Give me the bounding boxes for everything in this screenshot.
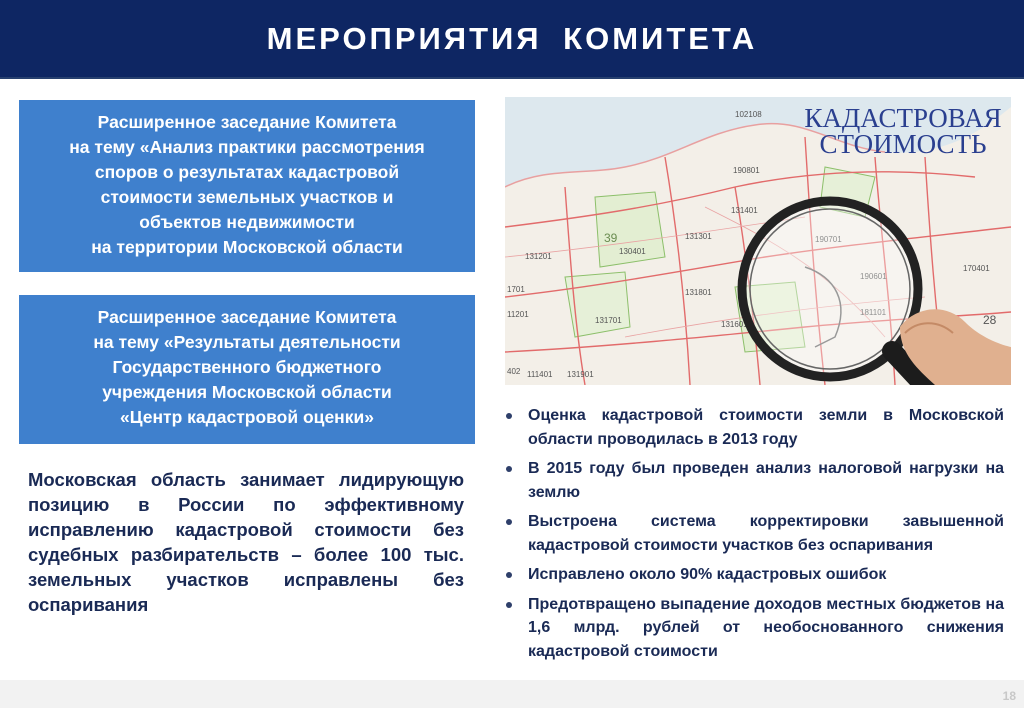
- bullet-text: В 2015 году был проведен анализ налоговой нагрузки на землю: [528, 460, 1004, 501]
- left-paragraph: Московская область занимает лидирующую позицию в России по эффективному исправлению кадастровой стоимости без судебных разбирательств – более 100 тыс. земельных участков исправлены без оспаривания: [28, 469, 464, 615]
- bullet-text: Предотвращено выпадение доходов местных бюджетов на 1,6 млрд. рублей от необоснованного снижения кадастровой стоимости: [528, 595, 1004, 660]
- parcel-label: 190601: [860, 272, 887, 281]
- parcel-label: 190801: [733, 166, 760, 175]
- parcel-label: 131801: [685, 288, 712, 297]
- bullet-item: [506, 510, 1004, 557]
- bullet-icon: [506, 413, 512, 419]
- bullet-icon: [506, 466, 512, 472]
- parcel-label: 131201: [525, 252, 552, 261]
- meeting-box-2: Расширенное заседание Комитета на тему «Результаты деятельности Государственного бюджетного учреждения Московской области «Центр кадастровой оценки»: [19, 295, 475, 444]
- parcel-label: 39: [604, 231, 618, 245]
- parcel-label: 131301: [685, 232, 712, 241]
- meeting-box-1: Расширенное заседание Комитета на тему «Анализ практики рассмотрения споров о результатах кадастровой стоимости земельных участков и объектов недвижимости на территории Московской области: [19, 100, 475, 272]
- bullet-item: [506, 563, 1004, 587]
- parcel-label: 181101: [860, 308, 887, 317]
- parcel-label: 170401: [963, 264, 990, 273]
- parcel-label: 28: [983, 313, 997, 327]
- bullet-item: [506, 593, 1004, 664]
- slide-footer: [0, 680, 1024, 708]
- parcel-label: 1701: [507, 285, 525, 294]
- parcel-label: 190701: [815, 235, 842, 244]
- parcel-label: 111401: [527, 370, 553, 379]
- bullet-text: Исправлено около 90% кадастровых ошибок: [528, 566, 887, 583]
- parcel-label: 11201: [507, 310, 529, 319]
- map-title-line-1: КАДАСТРОВАЯ: [804, 103, 1002, 133]
- parcel-label: 131401: [731, 206, 758, 215]
- parcel-label: 131901: [567, 370, 594, 379]
- bullet-item: [506, 404, 1004, 451]
- parcel-label: 102108: [735, 110, 762, 119]
- bullet-text: Оценка кадастровой стоимости земли в Московской области проводилась в 2013 году: [528, 407, 1004, 448]
- parcel-label: 131601: [721, 320, 748, 329]
- slide-header: [0, 0, 1024, 79]
- page-number: 18: [1002, 689, 1016, 703]
- parcel-label: 130401: [619, 247, 646, 256]
- slide-title: МЕРОПРИЯТИЯ КОМИТЕТА: [266, 20, 758, 56]
- bullet-text: Выстроена система корректировки завышенной кадастровой стоимости участков без оспаривания: [528, 513, 1004, 554]
- cadastral-map-image: [505, 97, 1011, 385]
- map-title-line-2: СТОИМОСТЬ: [819, 129, 987, 159]
- bullet-icon: [506, 572, 512, 578]
- bullet-icon: [506, 519, 512, 525]
- parcel-label: 402: [507, 367, 521, 376]
- bullet-list: [506, 404, 1004, 669]
- bullet-icon: [506, 602, 512, 608]
- bullet-item: [506, 457, 1004, 504]
- parcel-label: 131701: [595, 316, 622, 325]
